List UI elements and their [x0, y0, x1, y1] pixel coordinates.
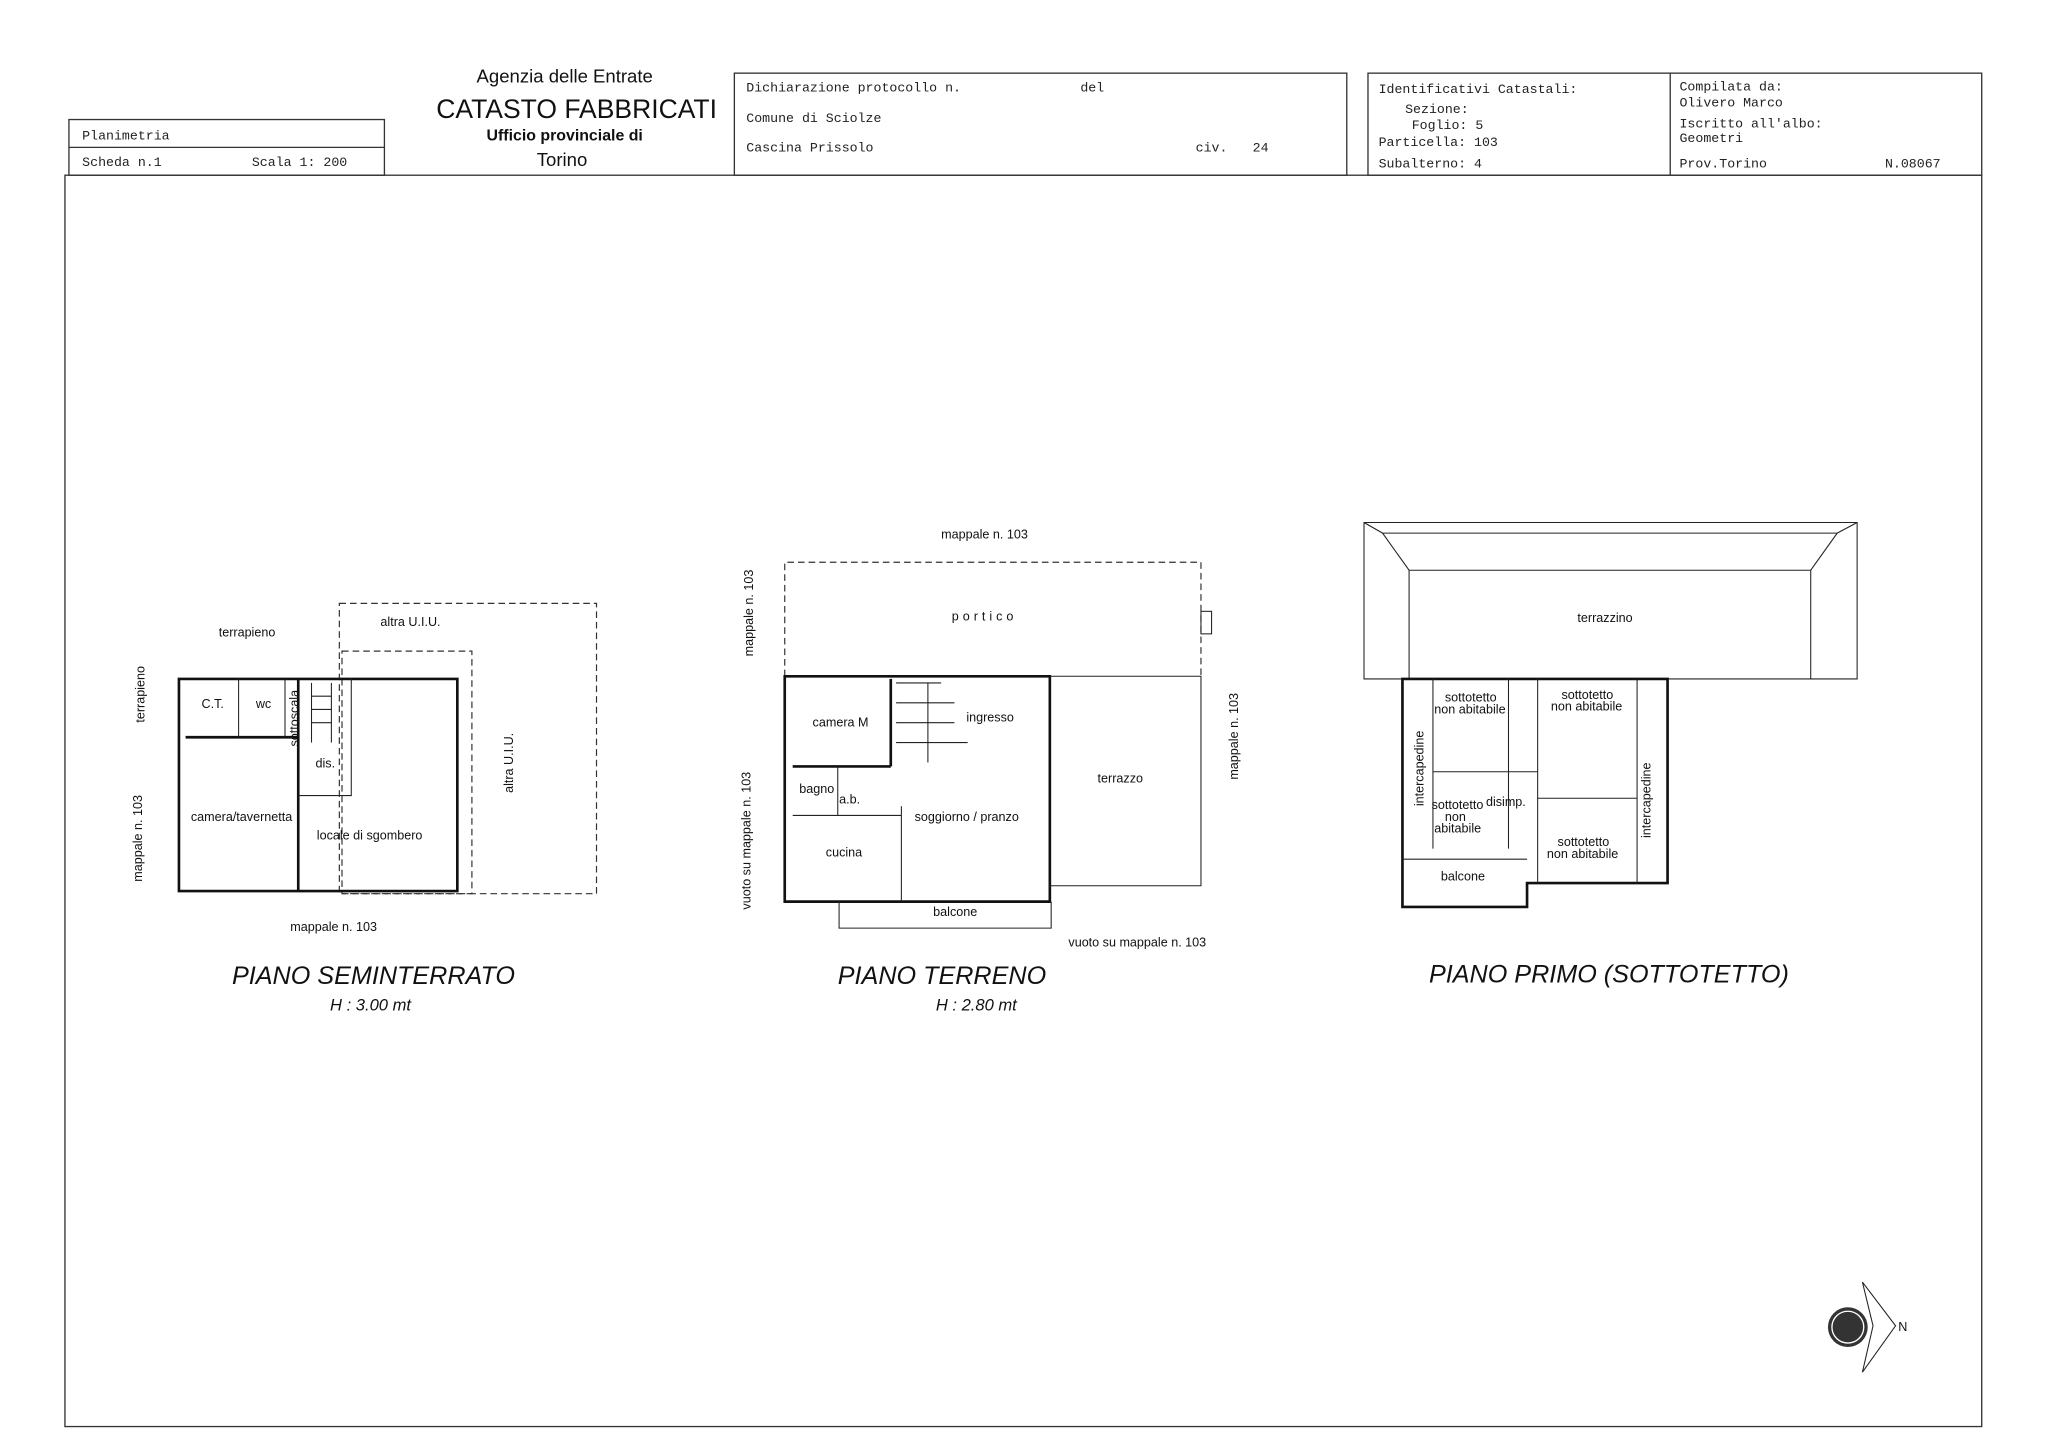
subalterno-label: Subalterno: 4: [1378, 156, 1482, 172]
label-altra-uiu: altra U.I.U.: [380, 614, 441, 629]
room-sottotetto-3: sottotetto: [1431, 797, 1484, 812]
indirizzo-label: Cascina Prissolo: [746, 140, 874, 156]
label-terrapieno: terrapieno: [218, 625, 276, 640]
plan-title-seminterrato: PIANO SEMINTERRATO: [231, 961, 515, 990]
room-camera-tavernetta: camera/tavernetta: [190, 809, 293, 824]
ufficio-label: Ufficio provinciale di: [486, 127, 643, 145]
label-mappale-side: mappale n. 103: [130, 795, 145, 882]
compilatore-name: Olivero Marco: [1679, 95, 1783, 111]
provincia-label: Torino: [536, 148, 588, 170]
label-mappale-top: mappale n. 103: [941, 527, 1028, 542]
numero-label: N.08067: [1884, 156, 1941, 172]
room-disimpegno: disimp.: [1485, 795, 1526, 810]
label-vuoto-left: vuoto su mappale n. 103: [739, 771, 754, 910]
plan-seminterrato: [131, 603, 597, 1014]
planimetria-label: Planimetria: [82, 128, 170, 144]
room-portico: portico: [951, 609, 1018, 624]
room-sottoscala: sottoscala: [287, 689, 302, 747]
plan-title-primo: PIANO PRIMO (SOTTOTETTO): [1428, 960, 1789, 989]
iscritto-label: Iscritto all'albo:: [1679, 116, 1823, 132]
room-terrazzo: terrazzo: [1097, 771, 1144, 786]
scheda-label: Scheda n.1: [82, 154, 162, 170]
room-soggiorno: soggiorno / pranzo: [914, 809, 1019, 824]
del-label: del: [1080, 80, 1105, 96]
room-sottotetto-2: sottotetto: [1561, 687, 1614, 702]
sezione-label: Sezione:: [1405, 101, 1469, 117]
compilata-label: Compilata da:: [1679, 79, 1783, 95]
room-camera-m: camera M: [812, 715, 869, 730]
dichiarazione-label: Dichiarazione protocollo n.: [746, 80, 961, 96]
room-bagno: bagno: [799, 781, 835, 796]
label-mappale-left: mappale n. 103: [741, 569, 756, 657]
label-mappale-bottom: mappale n. 103: [290, 919, 378, 934]
room-ab: a.b.: [839, 792, 861, 807]
room-locale-sgombero: locale di sgombero: [316, 828, 423, 843]
room-cucina: cucina: [825, 845, 863, 860]
plan-height-seminterrato: H : 3.00 mt: [330, 995, 412, 1015]
label-terrapieno-side: terrapieno: [133, 666, 148, 723]
room-sottotetto-1-note: non abitabile: [1434, 702, 1506, 717]
room-sottotetto-3-note2: abitabile: [1434, 821, 1482, 836]
particella-label: Particella: 103: [1378, 135, 1498, 151]
room-balcone: balcone: [1440, 869, 1485, 884]
scala-label: Scala 1: 200: [251, 154, 348, 170]
albo-label: Geometri: [1679, 131, 1744, 147]
civ-label: civ.: [1195, 140, 1228, 156]
plan-height-terreno: H : 2.80 mt: [935, 995, 1017, 1015]
room-sottotetto-4-note: non abitabile: [1546, 846, 1619, 861]
plan-terreno: [739, 527, 1241, 1014]
foglio-label: Foglio: 5: [1411, 117, 1484, 133]
sheet-frame: [65, 175, 1982, 1426]
room-intercapedine-left: intercapedine: [1412, 730, 1427, 807]
label-mappale-right: mappale n. 103: [1227, 692, 1242, 780]
plan-title-terreno: PIANO TERRENO: [837, 961, 1047, 990]
agency-header: [436, 65, 717, 170]
plan-primo: [1364, 523, 1857, 989]
header-ident-box: [1368, 73, 1982, 175]
header-declaration-box: [734, 73, 1346, 175]
compass-rose: [1828, 1282, 1907, 1372]
comune-label: Comune di Sciolze: [746, 111, 882, 127]
room-sottotetto-2-note: non abitabile: [1550, 699, 1623, 714]
compass-north: N: [1898, 1320, 1908, 1335]
identificativi-label: Identificativi Catastali:: [1378, 82, 1578, 98]
globe-icon: [1828, 1307, 1868, 1347]
room-ct: C.T.: [201, 697, 224, 712]
room-terrazzino: terrazzino: [1577, 610, 1633, 625]
room-dis: dis.: [315, 756, 336, 771]
room-balcone: balcone: [933, 905, 978, 920]
room-sottotetto-4: sottotetto: [1557, 834, 1610, 849]
room-ingresso: ingresso: [966, 710, 1014, 725]
prov-label: Prov.Torino: [1679, 156, 1767, 172]
agency-name: Agenzia delle Entrate: [476, 65, 653, 87]
header-planimetria-box: [69, 120, 384, 176]
civ-value: 24: [1252, 140, 1269, 156]
label-vuoto-bottom: vuoto su mappale n. 103: [1068, 935, 1207, 950]
room-intercapedine-right: intercapedine: [1639, 762, 1654, 838]
label-altra-uiu-side: altra U.I.U.: [501, 732, 516, 793]
room-wc: wc: [255, 697, 272, 712]
catasto-title: CATASTO FABBRICATI: [436, 94, 717, 125]
room-sottotetto-1: sottotetto: [1444, 690, 1497, 705]
room-sottotetto-3-note1: non: [1444, 809, 1466, 824]
